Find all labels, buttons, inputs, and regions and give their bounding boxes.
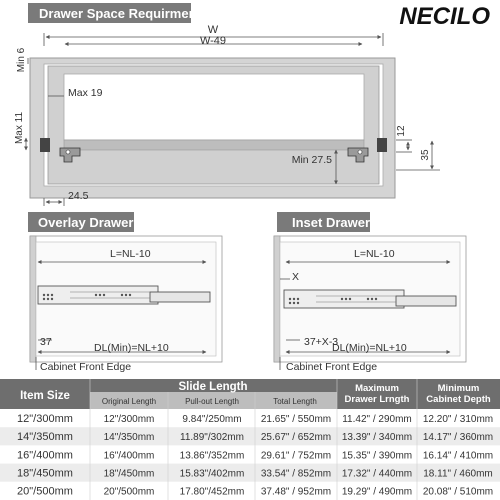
inset-x-label: X xyxy=(292,271,300,283)
table-cell: 15.83"/402mm xyxy=(179,468,245,480)
table-cell: 18"/450mm xyxy=(103,468,155,480)
inset-dl-label: DL(Min)=NL+10 xyxy=(332,342,407,354)
dim-245-label: 24.5 xyxy=(68,190,89,202)
drawer-bottom xyxy=(64,140,364,150)
th-pullout-length: Pull-out Length xyxy=(185,397,239,406)
table-cell: 25.67" / 652mm xyxy=(260,432,332,444)
table-cell: 9.84"/250mm xyxy=(182,413,242,425)
table-cell: 20"/500mm xyxy=(103,486,155,498)
inset-37x-label: 37+X-3 xyxy=(304,336,339,348)
spec-table xyxy=(0,379,500,500)
table-cell: 12"/300mm xyxy=(103,413,155,425)
slide-left-rail xyxy=(40,138,50,152)
section-title-overlay: Overlay Drawer xyxy=(38,215,134,230)
table-cell: 16"/400mm xyxy=(17,449,73,462)
overlay-front-panel xyxy=(30,236,36,362)
overlay-37-label: 37 xyxy=(40,336,52,348)
inset-front-panel xyxy=(274,236,280,362)
overlay-l-label: L=NL-10 xyxy=(110,248,151,260)
th-original-length: Original Length xyxy=(101,397,157,406)
dim-min275-label: Min 27.5 xyxy=(291,154,332,166)
table-cell: 14.17" / 360mm xyxy=(422,432,494,444)
th-min-cabinet: Minimum Cabinet Depth xyxy=(426,383,491,405)
table-cell: 13.86"/352mm xyxy=(179,450,245,462)
table-cell: 19.29" / 490mm xyxy=(341,486,413,498)
table-cell: 11.89"/302mm xyxy=(180,432,244,444)
inset-slide xyxy=(284,290,404,308)
dim-35-label: 35 xyxy=(420,149,431,161)
overlay-slide xyxy=(38,286,158,304)
table-cell: 16"/400mm xyxy=(103,450,155,462)
inset-edge-label: Cabinet Front Edge xyxy=(286,361,378,373)
inset-slide-ext xyxy=(396,296,456,306)
overlay-edge-label: Cabinet Front Edge xyxy=(40,361,132,373)
table-cell: 14"/350mm xyxy=(103,432,155,444)
table-cell: 18.11" / 460mm xyxy=(423,468,493,480)
dim-max19-label: Max 19 xyxy=(68,87,103,99)
section-title-space: Drawer Space Requirment xyxy=(39,6,201,21)
brand-logo: NECILO xyxy=(399,3,490,30)
th-max-drawer: Maximum Drawer Lrngth xyxy=(344,383,410,405)
table-cell: 11.42" / 290mm xyxy=(342,413,412,425)
dim-min6-label: Min 6 xyxy=(16,47,27,73)
th-slide-length: Slide Length xyxy=(178,381,248,393)
table-cell: 12.20" / 310mm xyxy=(422,413,494,425)
dim-12-label: 12 xyxy=(396,125,407,137)
dim-w-label: W xyxy=(207,24,219,36)
table-cell: 33.54" / 852mm xyxy=(260,468,332,480)
table-cell: 17.32" / 440mm xyxy=(341,468,413,480)
th-item-size: Item Size xyxy=(20,390,70,402)
overlay-slide-ext xyxy=(150,292,210,302)
table-cell: 16.14" / 410mm xyxy=(422,450,494,462)
slide-right-rail xyxy=(377,138,387,152)
table-cell: 15.35" / 390mm xyxy=(341,450,413,462)
table-cell: 29.61" / 752mm xyxy=(260,450,332,462)
section-title-inset: Inset Drawer xyxy=(292,215,371,230)
dim-w49-label: W-49 xyxy=(199,35,227,47)
table-cell: 20.08" / 510mm xyxy=(422,486,494,498)
table-cell: 14"/350mm xyxy=(17,431,73,444)
inset-l-label: L=NL-10 xyxy=(354,248,395,260)
drawer-inner xyxy=(64,74,364,140)
th-total-length: Total Length xyxy=(273,397,317,406)
table-cell: 21.65" / 550mm xyxy=(260,413,332,425)
table-cell: 18"/450mm xyxy=(17,467,73,480)
table-cell: 12"/300mm xyxy=(17,412,73,425)
overlay-dl-label: DL(Min)=NL+10 xyxy=(94,342,169,354)
table-cell: 17.80"/452mm xyxy=(179,486,245,498)
dim-max11-label: Max 11 xyxy=(14,111,25,145)
table-cell: 20"/500mm xyxy=(17,485,73,498)
table-cell: 37.48" / 952mm xyxy=(260,486,332,498)
table-cell: 13.39" / 340mm xyxy=(341,432,413,444)
